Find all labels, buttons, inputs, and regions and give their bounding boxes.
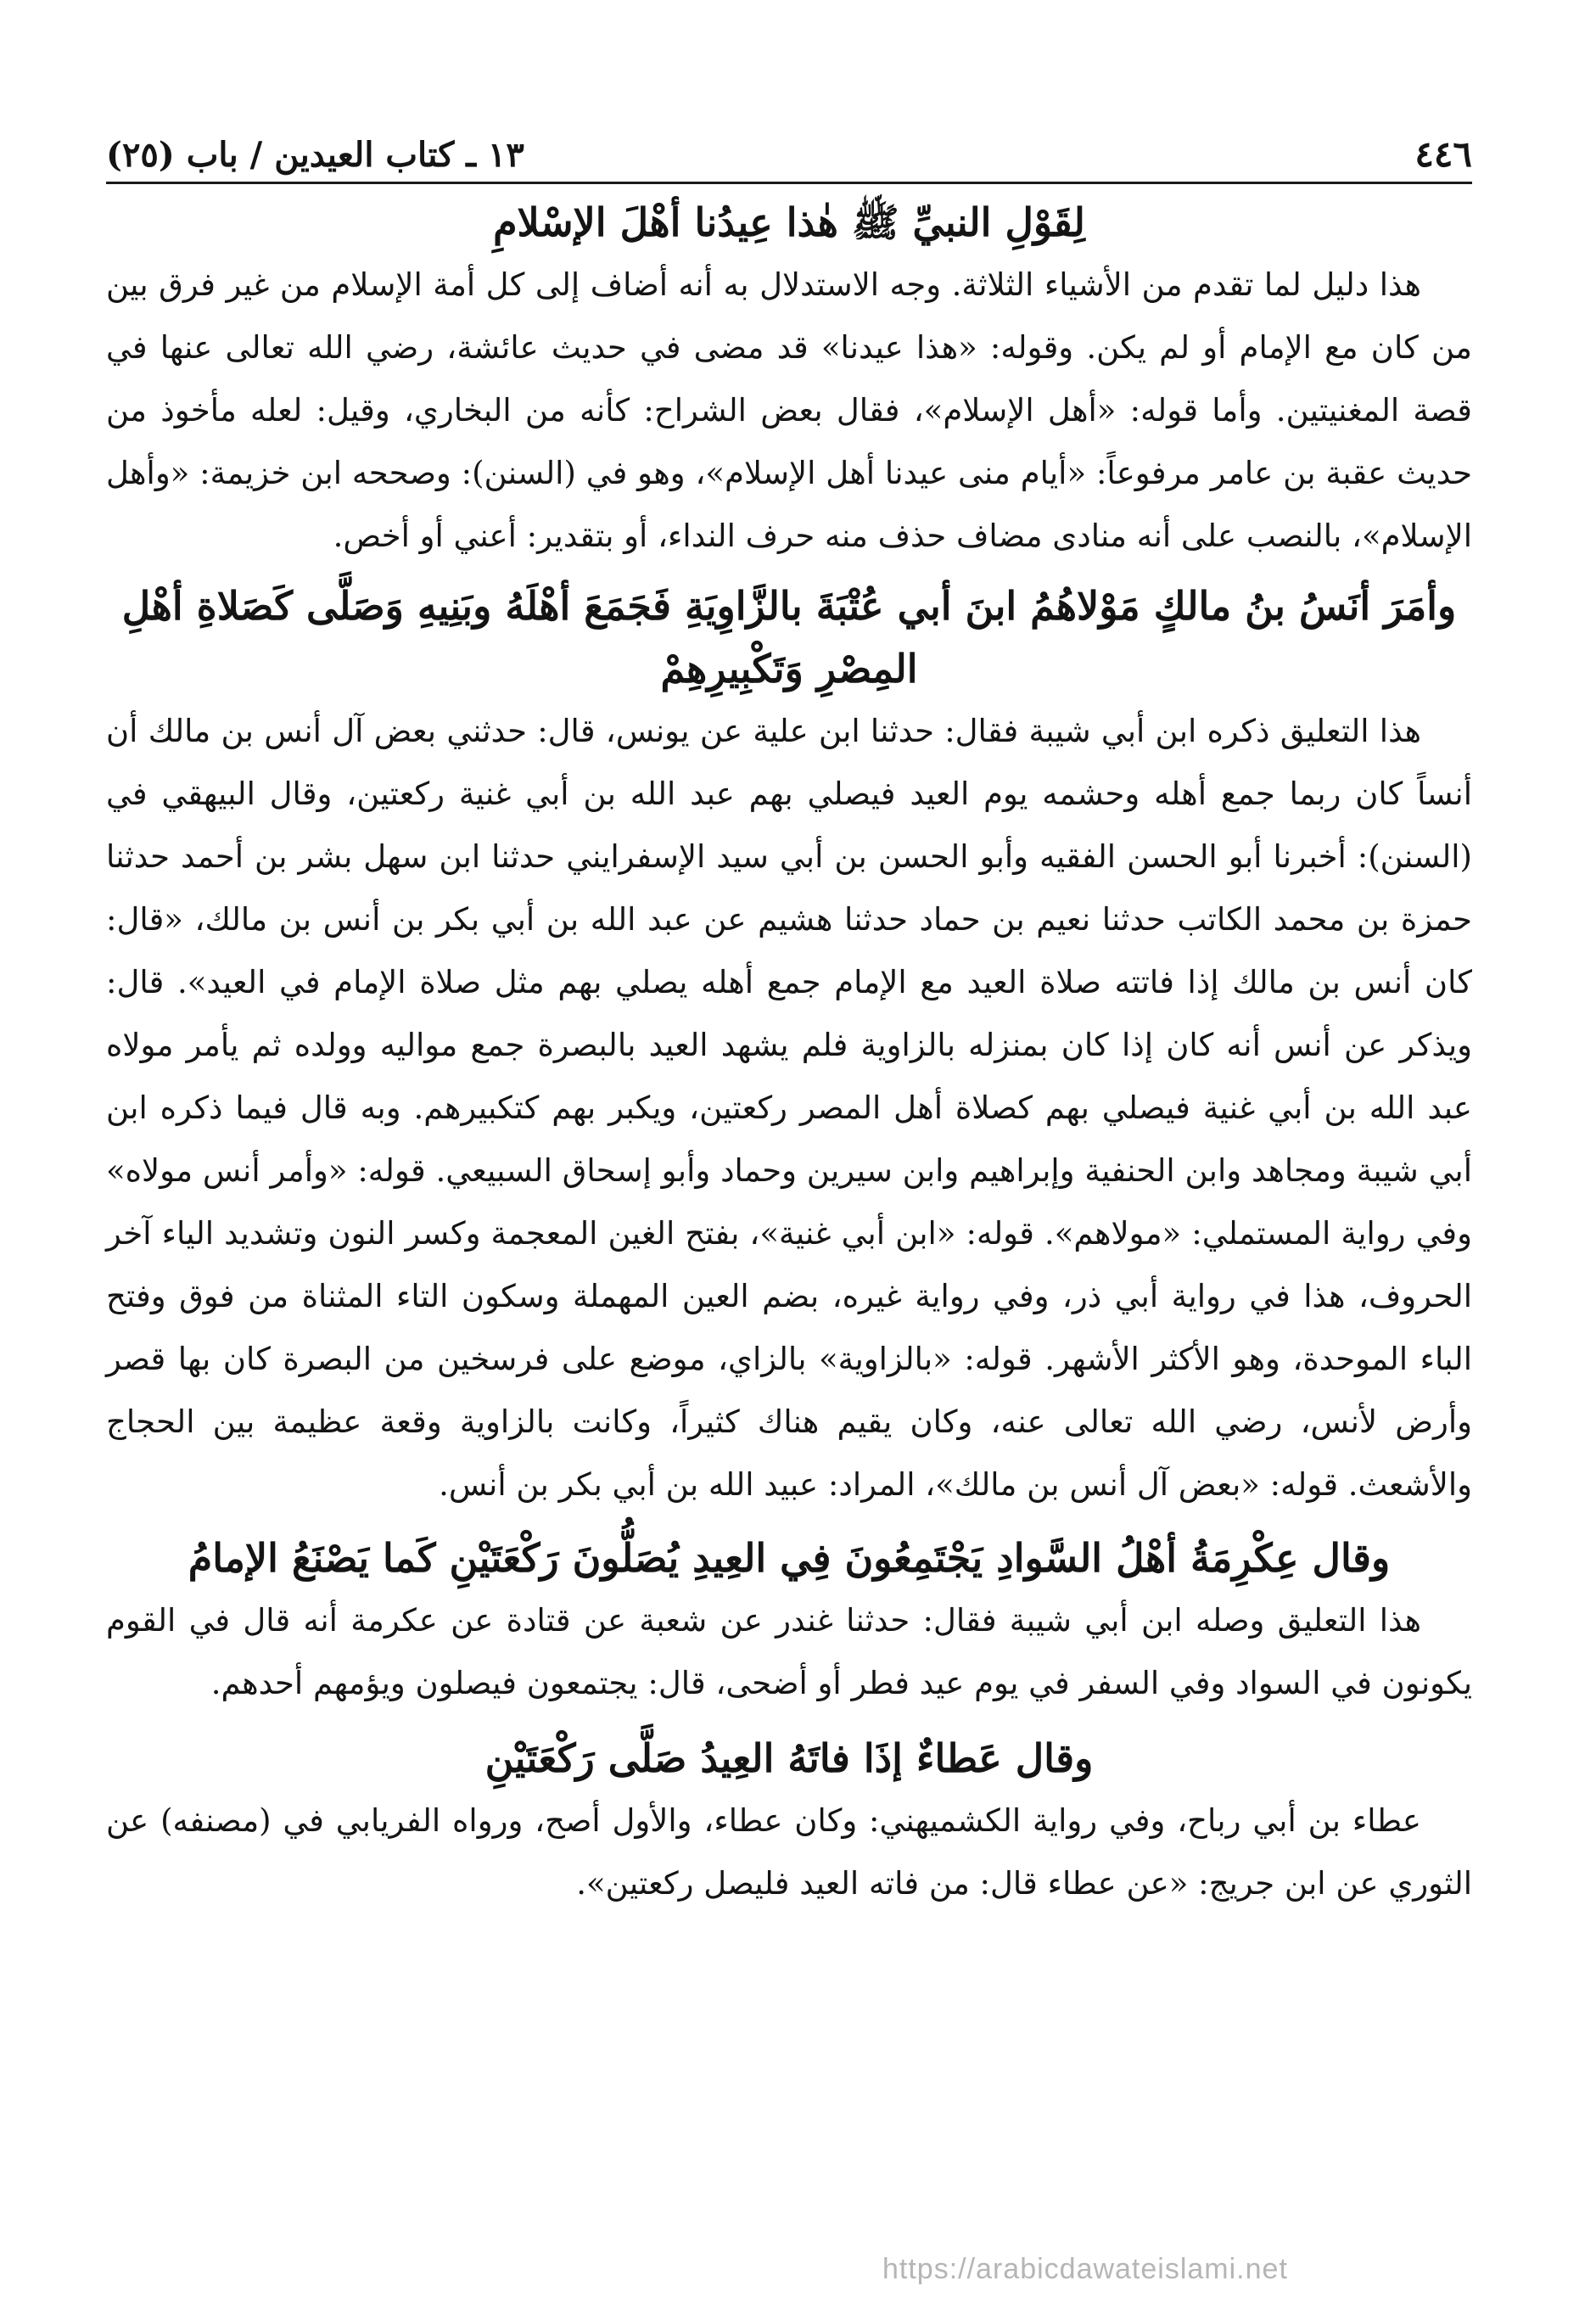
section-4-paragraph: عطاء بن أبي رباح، وفي رواية الكشميهني: وكان عطاء، والأول أصح، ورواه الفريابي في (مصنفه) عن الثوري عن ابن جريج: «عن عطاء قال: من فاته العيد فليصل ركعتين».	[106, 1802, 1472, 1902]
running-header	[106, 127, 1472, 184]
section-1-paragraph: هذا دليل لما تقدم من الأشياء الثلاثة. وجه الاستدلال به أنه أضاف إلى كل أمة الإسلام من غير فرق بين من كان مع الإمام أو لم يكن. وقوله: «هذا عيدنا» قد مضى في حديث عائشة، رضي الله تعالى عنها في قصة المغنيتين. وأما قوله: «أهل الإسلام»، فقال بعض الشراح: كأنه من البخاري، وقيل: لعله مأخوذ من حديث عقبة بن عامر مرفوعاً: «أيام منى عيدنا أهل الإسلام»، وهو في (السنن): وصححه ابن خزيمة: «وأهل الإسلام»، بالنصب على أنه منادى مضاف حذف منه حرف النداء، أو بتقدير: أعني أو أخص.	[106, 266, 1472, 554]
section-heading-3: وقال عِكْرِمَةُ أهْلُ السَّوادِ يَجْتَمِعُونَ فِي العِيدِ يُصَلُّونَ رَكْعَتَيْنِ كَما يَصْنَعُ الإمامُ	[188, 1535, 1391, 1581]
section-heading-4: وقال عَطاءٌ إذَا فاتَهُ العِيدُ صَلَّى رَكْعَتَيْنِ	[484, 1735, 1094, 1781]
chapter-title: ١٣ ـ كتاب العيدين / باب (٢٥)	[106, 135, 524, 175]
section-3-paragraph: هذا التعليق وصله ابن أبي شيبة فقال: حدثنا غندر عن شعبة عن قتادة عن عكرمة أنه قال في القوم يكونون في السواد وفي السفر في يوم عيد فطر أو أضحى، قال: يجتمعون فيصلون ويؤمهم أحدهم.	[106, 1602, 1472, 1701]
section-heading-2: وأمَرَ أنَسُ بنُ مالكٍ مَوْلاهُمُ ابنَ أبي عُتْبَةَ بالزَّاوِيَةِ فَجَمَعَ أهْلَهُ وبَنِيهِ وَصَلَّى كَصَلاةِ أهْلِ المِصْرِ وَتَكْبِيرِهِمْ	[121, 583, 1457, 692]
book-page	[106, 127, 1472, 1915]
watermark-url: https://arabicdawateislami.net	[882, 2253, 1288, 2285]
section-2-paragraph: هذا التعليق ذكره ابن أبي شيبة فقال: حدثنا ابن علية عن يونس، قال: حدثني بعض آل أنس بن مالك أن أنساً كان ربما جمع أهله وحشمه يوم العيد فيصلي بهم عبد الله بن أبي غنية ركعتين، وقال البيهقي في (السنن): أخبرنا أبو الحسن الفقيه وأبو الحسن بن أبي سيد الإسفرايني حدثنا ابن سهل بشر بن أحمد حدثنا حمزة بن محمد الكاتب حدثنا نعيم بن حماد حدثنا هشيم عن عبد الله بن أبي بكر بن أنس بن مالك، «قال: كان أنس بن مالك إذا فاتته صلاة العيد مع الإمام جمع أهله يصلي بهم مثل صلاة الإمام في العيد». قال: ويذكر عن أنس أنه كان إذا كان بمنزله بالزاوية فلم يشهد العيد بالبصرة جمع مواليه وولده ثم يأمر مولاه عبد الله بن أبي غنية فيصلي بهم كصلاة أهل المصر ركعتين، ويكبر بهم كتكبيرهم. وبه قال فيما ذكره ابن أبي شيبة ومجاهد وابن الحنفية وإبراهيم وابن سيرين وحماد وأبو إسحاق السبيعي. قوله: «وأمر أنس مولاه» وفي رواية المستملي: «مولاهم». قوله: «ابن أبي غنية»، بفتح الغين المعجمة وكسر النون وتشديد الياء آخر الحروف، هذا في رواية أبي ذر، وفي رواية غيره، بضم العين المهملة وسكون التاء المثناة من فوق وفتح الباء الموحدة، وهو الأكثر الأشهر. قوله: «بالزاوية» بالزاي، موضع على فرسخين من البصرة كان بها قصر وأرض لأنس، رضي الله تعالى عنه، وكان يقيم هناك كثيراً، وكانت بالزاوية وقعة عظيمة بين الحجاج والأشعث. قوله: «بعض آل أنس بن مالك»، المراد: عبيد الله بن أبي بكر بن أنس.	[106, 713, 1472, 1503]
section-heading-1: لِقَوْلِ النبيِّ ﷺ هٰذا عِيدُنا أهْلَ الإسْلامِ	[493, 199, 1085, 245]
page-number: ٤٤٦	[1414, 133, 1472, 175]
